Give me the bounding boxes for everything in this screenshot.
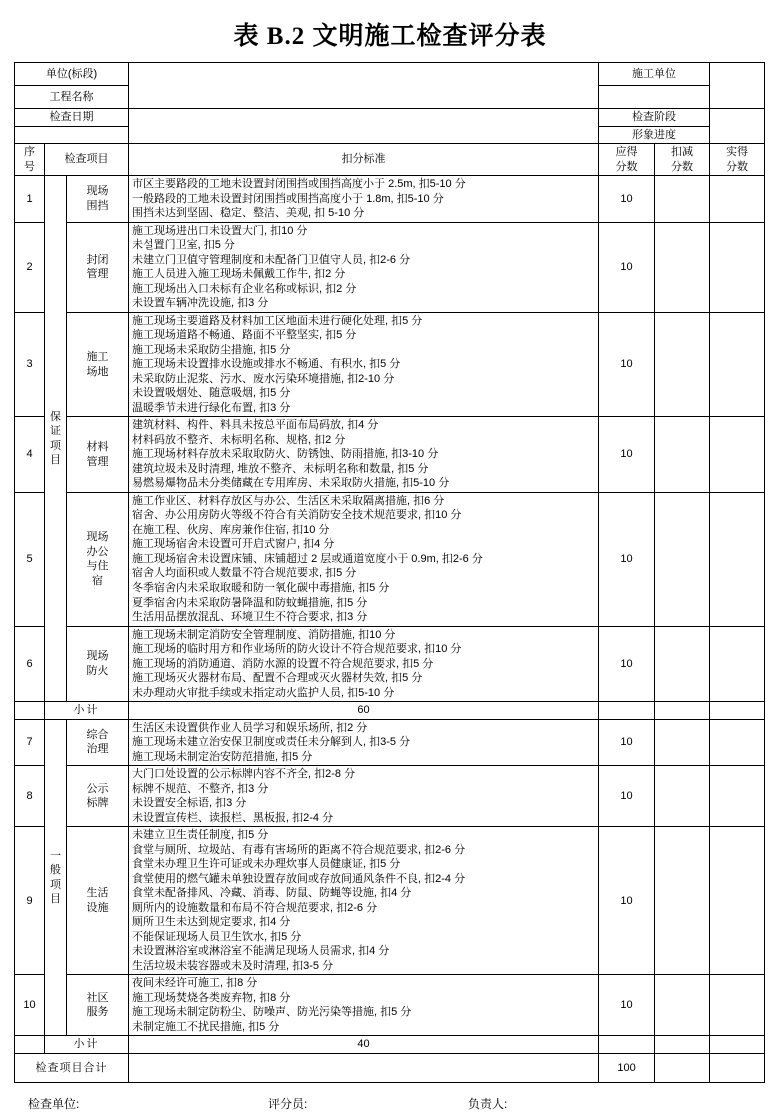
- criteria-line: 施工现场未制定治安防范措施, 扣5 分: [132, 750, 313, 763]
- criteria-cell: [129, 312, 599, 417]
- should-score: 10: [599, 827, 655, 975]
- col-deduct-line1: 扣减: [671, 146, 694, 159]
- column-header-row: [15, 144, 765, 176]
- row-seq: 6: [15, 626, 45, 702]
- total-row: [15, 1053, 765, 1082]
- criteria-line: 在施工程、伙房、库房兼作住宿, 扣10 分: [132, 523, 330, 536]
- total-actual[interactable]: [710, 1053, 765, 1082]
- construction-unit-label-blank: [599, 86, 710, 109]
- criteria-line: 温暖季节未进行绿化布置, 扣3 分: [132, 401, 291, 414]
- criteria-line: 食堂未配备排风、冷藏、消毒、防鼠、防蝇等设施, 扣4 分: [132, 887, 412, 900]
- deduct-score[interactable]: [655, 719, 710, 766]
- criteria-line: 夏季宿舍内未采取防暑降温和防蚊蝇措施, 扣5 分: [132, 596, 368, 609]
- criteria-line: 标牌不规范、不整齐, 扣3 分: [132, 782, 269, 795]
- criteria-cell: [129, 626, 599, 702]
- subtotal-value-1: 60: [129, 702, 599, 720]
- deduct-score[interactable]: [655, 827, 710, 975]
- row-seq: 1: [15, 176, 45, 223]
- header-row-date: [15, 109, 765, 127]
- deduct-score[interactable]: [655, 417, 710, 493]
- deduct-score[interactable]: [655, 222, 710, 312]
- item-name: 社区 服务: [67, 975, 129, 1036]
- unit-value[interactable]: [129, 63, 599, 109]
- table-row: [15, 312, 765, 417]
- table-row: [15, 176, 765, 223]
- should-score: 10: [599, 975, 655, 1036]
- col-should-line2: 分数: [615, 160, 638, 173]
- criteria-line: 围挡未达到坚固、稳定、整洁、美观, 扣 5-10 分: [132, 207, 365, 220]
- criteria-line: 食堂使用的燃气罐未单独设置存放间或存放间通风条件不良, 扣2-4 分: [132, 872, 466, 885]
- item-name: 生活 设施: [67, 827, 129, 975]
- criteria-line: 一般路段的工地未设置封闭围挡或围挡高度小于 1.8m, 扣5-10 分: [132, 192, 444, 205]
- stage-label-line2: 形象进度: [599, 126, 710, 144]
- criteria-line: 冬季宿舍内未采取取暖和防一氧化碳中毒措施, 扣5 分: [132, 581, 390, 594]
- table-row: [15, 719, 765, 766]
- deduct-score[interactable]: [655, 766, 710, 827]
- subtotal-deduct-2[interactable]: [599, 1036, 655, 1054]
- item-name: 现场 防火: [67, 626, 129, 702]
- total-deduct[interactable]: [655, 1053, 710, 1082]
- criteria-line: 施工现场宿舍未设置可开启式窗户, 扣4 分: [132, 538, 335, 551]
- criteria-line: 生活用品摆放混乱、环境卫生不符合要求, 扣3 分: [132, 611, 368, 624]
- actual-score[interactable]: [710, 417, 765, 493]
- item-name: 封闭 管理: [67, 222, 129, 312]
- should-score: 10: [599, 312, 655, 417]
- table-row: [15, 222, 765, 312]
- criteria-cell: [129, 975, 599, 1036]
- stage-value[interactable]: [710, 109, 765, 144]
- item-name: 施工 场地: [67, 312, 129, 417]
- col-item: 检查项目: [45, 144, 129, 176]
- criteria-cell: [129, 222, 599, 312]
- group-label: 保 证 项 目: [45, 176, 67, 702]
- criteria-line: 施工现场的临时用方和作业场所的防火设计不符合规范要求, 扣10 分: [132, 643, 462, 656]
- unit-label-line1: 单位(标段): [45, 67, 98, 80]
- criteria-line: 施工现场灭火器材布局、配置不合理或灭火器材失效, 扣5 分: [132, 672, 423, 685]
- score-table: [14, 62, 765, 1083]
- subtotal-label: 小计: [45, 1036, 129, 1054]
- item-name: 现场 办公 与住 宿: [67, 492, 129, 626]
- criteria-line: 生活区未设置供作业人员学习和娱乐场所, 扣2 分: [132, 721, 368, 734]
- criteria-line: 厕所卫生未达到规定要求, 扣4 分: [132, 916, 291, 929]
- subtotal-actual-2[interactable]: [655, 1036, 710, 1054]
- criteria-cell: [129, 417, 599, 493]
- criteria-line: 施工现场未设置排水设施或排水不畅通、有积水, 扣5 分: [132, 358, 401, 371]
- check-date-label: 检查日期: [15, 109, 129, 127]
- criteria-line: 未设置淋浴室或淋浴室不能满足现场人员需求, 扣4 分: [132, 945, 390, 958]
- col-seq-line2: 号: [24, 160, 35, 173]
- footer: [14, 1095, 764, 1112]
- table-row: [15, 766, 765, 827]
- criteria-line: 市区主要路段的工地未设置封闭围挡或围挡高度小于 2.5m, 扣5-10 分: [132, 178, 466, 191]
- total-blank: [129, 1053, 599, 1082]
- actual-score[interactable]: [710, 827, 765, 975]
- criteria-line: 夜间未经许可施工, 扣8 分: [132, 977, 258, 990]
- col-should-line1: 应得: [615, 146, 638, 159]
- actual-score[interactable]: [710, 176, 765, 223]
- criteria-line: 施工现场宿舍未设置床铺、床铺超过 2 层或通道宽度小于 0.9m, 扣2-6 分: [132, 552, 483, 565]
- criteria-line: 建筑材料、构件、料具未按总平面布局码放, 扣4 分: [132, 419, 379, 432]
- criteria-line: 食堂未办理卫生许可证或未办理炊事人员健康证, 扣5 分: [132, 858, 401, 871]
- item-name: 现场 围挡: [67, 176, 129, 223]
- unit-label-line2: 工程名称: [49, 90, 94, 103]
- criteria-line: 宿舍人均面积或人数量不符合规范要求, 扣5 分: [132, 567, 357, 580]
- stage-label-line1: 检查阶段: [599, 109, 710, 127]
- group-label: 一 般 项 目: [45, 719, 67, 1036]
- row-seq: 9: [15, 827, 45, 975]
- table-row: [15, 827, 765, 975]
- total-label: 检查项目合计: [15, 1053, 129, 1082]
- col-criteria: 扣分标准: [129, 144, 599, 176]
- actual-score[interactable]: [710, 492, 765, 626]
- subtotal-value-2: 40: [129, 1036, 599, 1054]
- criteria-line: 建筑垃圾未及时清理, 堆放不整齐、未标明名称和数量, 扣5 分: [132, 462, 429, 475]
- criteria-line: 未办理动火审批手续或未指定动火监护人员, 扣5-10 分: [132, 686, 395, 699]
- subtotal-actual-1[interactable]: [655, 702, 710, 720]
- item-name: 材料 管理: [67, 417, 129, 493]
- criteria-cell: [129, 176, 599, 223]
- row-seq: 2: [15, 222, 45, 312]
- should-score: 10: [599, 719, 655, 766]
- col-actual-score: [710, 144, 765, 176]
- table-body: [15, 176, 765, 1083]
- row-seq: 4: [15, 417, 45, 493]
- criteria-line: 施工现场出入口未标有企业名称或标识, 扣2 分: [132, 282, 357, 295]
- criteria-line: 未建立门卫值守管理制度和未配备门卫值守人员, 扣2-6 分: [132, 253, 411, 266]
- row-seq: 3: [15, 312, 45, 417]
- table-row: [15, 626, 765, 702]
- subtotal-seq: [15, 702, 45, 720]
- criteria-line: 生活垃圾未装容器或未及时清理, 扣3-5 分: [132, 959, 334, 972]
- subtotal-seq: [15, 1036, 45, 1054]
- construction-unit-value[interactable]: [710, 63, 765, 109]
- deduct-score[interactable]: [655, 312, 710, 417]
- criteria-line: 食堂与厕所、垃圾站、有毒有害场所的距离不符合规范要求, 扣2-6 分: [132, 843, 466, 856]
- deduct-score[interactable]: [655, 176, 710, 223]
- actual-score[interactable]: [710, 975, 765, 1036]
- deduct-score[interactable]: [655, 492, 710, 626]
- actual-score[interactable]: [710, 626, 765, 702]
- criteria-line: 大门口处设置的公示标牌内容不齐全, 扣2-8 分: [132, 768, 356, 781]
- criteria-line: 施工现场未制定消防安全管理制度、消防措施, 扣10 分: [132, 628, 396, 641]
- col-actual-line2: 分数: [726, 160, 749, 173]
- criteria-line: 施工现场的消防通道、消防水源的设置不符合规范要求, 扣5 分: [132, 657, 434, 670]
- row-seq: 8: [15, 766, 45, 827]
- col-deduct-line2: 分数: [671, 160, 694, 173]
- criteria-line: 未设置车辆冲洗设施, 扣3 分: [132, 297, 269, 310]
- criteria-line: 未设置宣传栏、读报栏、黑板报, 扣2-4 分: [132, 811, 334, 824]
- header-row-unit: [15, 63, 765, 86]
- criteria-line: 宿舍、办公用房防火等级不符合有关消防安全技术规范要求, 扣10 分: [132, 509, 462, 522]
- criteria-cell: [129, 492, 599, 626]
- subtotal-row: [15, 1036, 765, 1054]
- actual-score[interactable]: [710, 766, 765, 827]
- criteria-cell: [129, 719, 599, 766]
- should-score: 10: [599, 626, 655, 702]
- criteria-line: 未采取防止泥浆、污水、废水污染环境措施, 扣2-10 分: [132, 372, 395, 385]
- criteria-line: 未设置安全标语, 扣3 分: [132, 797, 247, 810]
- row-seq: 10: [15, 975, 45, 1036]
- unit-label: [15, 63, 129, 86]
- col-deduct-score: [655, 144, 710, 176]
- should-score: 10: [599, 417, 655, 493]
- subtotal-label: 小计: [45, 702, 129, 720]
- criteria-line: 未设置吸烟处、随意吸烟, 扣5 分: [132, 387, 291, 400]
- table-row: [15, 417, 765, 493]
- criteria-line: 施工作业区、材料存放区与办公、生活区未采取隔离措施, 扣6 分: [132, 494, 445, 507]
- should-score: 10: [599, 766, 655, 827]
- subtotal-row: [15, 702, 765, 720]
- col-seq-line1: 序: [24, 146, 35, 159]
- criteria-line: 未建立卫生责任制度, 扣5 分: [132, 829, 269, 842]
- col-seq: [15, 144, 45, 176]
- item-name: 公示 标牌: [67, 766, 129, 827]
- criteria-line: 施工现场材料存放未采取取防火、防锈蚀、防雨措施, 扣3-10 分: [132, 448, 439, 461]
- criteria-line: 厕所内的设施数量和布局不符合规范要求, 扣2-6 分: [132, 901, 378, 914]
- criteria-line: 施工现场未建立治安保卫制度或责任未分解到人, 扣3-5 分: [132, 736, 411, 749]
- criteria-line: 材料码放不整齐、未标明名称、规格, 扣2 分: [132, 433, 346, 446]
- criteria-line: 施工人员进入施工现场未佩戴工作牛, 扣2 分: [132, 268, 346, 281]
- deduct-score[interactable]: [655, 975, 710, 1036]
- check-date-value[interactable]: [129, 109, 599, 144]
- page-title: 表 B.2 文明施工检查评分表: [233, 23, 547, 50]
- table-row: [15, 975, 765, 1036]
- criteria-cell: [129, 827, 599, 975]
- construction-unit-label: 施工单位: [599, 63, 710, 86]
- should-score: 10: [599, 492, 655, 626]
- footer-check-unit: 检查单位:: [28, 1096, 80, 1111]
- subtotal-deduct-1[interactable]: [599, 702, 655, 720]
- col-should-score: [599, 144, 655, 176]
- criteria-line: 施工现场主要道路及材料加工区地面未进行硬化处理, 扣5 分: [132, 314, 423, 327]
- criteria-line: 不能保证现场人员卫生饮水, 扣5 分: [132, 930, 302, 943]
- footer-responsible: 负责人:: [468, 1096, 508, 1111]
- criteria-line: 施工现场进出口未设置大门, 扣10 分: [132, 224, 308, 237]
- item-name: 综合 治理: [67, 719, 129, 766]
- criteria-line: 易燃易爆物品未分类储藏在专用库房、未采取防火措施, 扣5-10 分: [132, 477, 450, 490]
- criteria-line: 施工现场焚烧各类废弃物, 扣8 分: [132, 991, 291, 1004]
- criteria-cell: [129, 766, 599, 827]
- actual-score[interactable]: [710, 312, 765, 417]
- unit-label-2: [15, 86, 129, 109]
- check-date-label-blank: [15, 126, 129, 144]
- row-seq: 7: [15, 719, 45, 766]
- total-value: 100: [599, 1053, 655, 1082]
- should-score: 10: [599, 222, 655, 312]
- criteria-line: 施工现场道路不畅通、路面不平整坚实, 扣5 分: [132, 329, 357, 342]
- table-row: [15, 492, 765, 626]
- criteria-line: 施工现场未制定防粉尘、防噪声、防光污染等措施, 扣5 分: [132, 1006, 412, 1019]
- row-seq: 5: [15, 492, 45, 626]
- criteria-line: 施工现场未采取防尘措施, 扣5 分: [132, 343, 291, 356]
- col-actual-line1: 实得: [726, 146, 749, 159]
- actual-score[interactable]: [710, 222, 765, 312]
- should-score: 10: [599, 176, 655, 223]
- criteria-line: 未설置门卫室, 扣5 分: [132, 239, 235, 252]
- footer-scorer: 评分员:: [268, 1096, 308, 1111]
- criteria-line: 未制定施工不扰民措施, 扣5 分: [132, 1020, 280, 1033]
- deduct-score[interactable]: [655, 626, 710, 702]
- actual-score[interactable]: [710, 719, 765, 766]
